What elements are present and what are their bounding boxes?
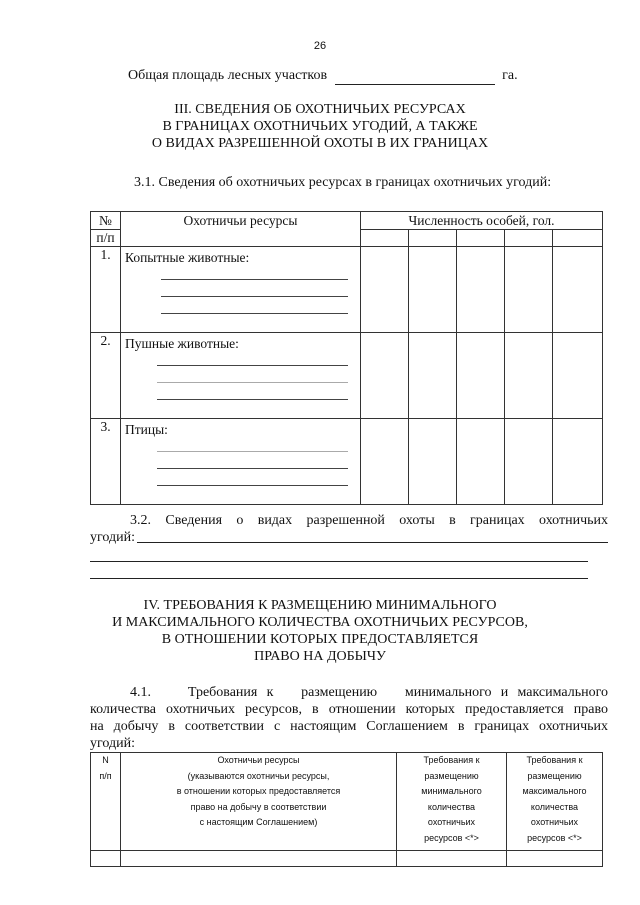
paragraph-4-1 [90,684,608,752]
hunting-types-blank[interactable] [137,541,608,543]
count-cell[interactable] [553,247,603,333]
count-cell[interactable] [457,419,505,505]
entry-line[interactable] [157,452,348,469]
col-number-label: N [102,755,109,765]
col-resources-header [121,753,397,851]
header-line: максимального [522,786,587,796]
count-cell[interactable] [457,247,505,333]
section3-title-line: В ГРАНИЦАХ ОХОТНИЧЬИХ УГОДИЙ, А ТАКЖЕ [162,119,478,134]
section4-title-line: И МАКСИМАЛЬНОГО КОЛИЧЕСТВА ОХОТНИЧЬИХ РЕСУРСОВ, [112,615,528,630]
table-row [91,851,603,867]
count-subheader-cell[interactable] [553,230,603,247]
count-subheader-cell[interactable] [505,230,553,247]
count-cell[interactable] [409,247,457,333]
header-line: количества [427,801,476,812]
forest-area-label: Общая площадь лесных участков [128,68,328,83]
hunting-types-blank[interactable] [90,560,588,562]
count-cell[interactable] [457,333,505,419]
entry-line[interactable] [157,438,348,452]
header-line: Требования к [526,755,583,765]
resource-cell [121,419,361,505]
empty-cell[interactable] [507,851,603,867]
paragraph-3-2: 3.2. Сведения о видах разрешенной охоты в границах охотничьих [130,513,608,528]
table-row [91,419,603,505]
entry-line[interactable] [157,383,348,400]
header-line: размещению [424,770,479,781]
entry-line[interactable] [157,366,348,383]
section3-title [0,101,640,152]
category-label: Птицы: [125,422,168,437]
col-number-header: № [91,212,121,230]
col-resources-header: Охотничьи ресурсы [121,212,361,247]
paragraph-4-1-line: на добычу в соответствии с настоящим Соглашением в границах охотничьих [90,719,608,734]
forest-area-blank[interactable] [335,68,495,85]
header-line: право на добычу в соответствии [190,801,327,812]
paragraph-4-1-line: угодий: [90,736,135,751]
header-line: минимального [421,786,482,796]
paragraph-4-1-line: количества охотничьих ресурсов, в отношении которых предоставляется право [90,702,608,717]
category-label: Пушные животные: [125,336,239,351]
count-subheader-cell[interactable] [409,230,457,247]
empty-cell[interactable] [121,851,397,867]
section4-title-line: В ОТНОШЕНИИ КОТОРЫХ ПРЕДОСТАВЛЯЕТСЯ [161,632,479,647]
row-number: 3. [91,419,121,505]
header-line: ресурсов <*> [527,832,582,843]
hunting-resources-table [90,211,603,505]
col-min-header [397,753,507,851]
count-cell[interactable] [361,333,409,419]
col-count-header: Численность особей, гол. [361,212,603,230]
count-cell[interactable] [409,419,457,505]
forest-area-line [128,68,518,85]
col-max-header [507,753,603,851]
header-line: Требования к [423,755,480,765]
count-cell[interactable] [361,419,409,505]
count-cell[interactable] [553,333,603,419]
section4-title-line: IV. ТРЕБОВАНИЯ К РАЗМЕЩЕНИЮ МИНИМАЛЬНОГО [143,598,497,613]
resource-cell [121,247,361,333]
empty-cell[interactable] [397,851,507,867]
header-line: в отношении которых предоставляется [176,786,341,796]
col-number-header [91,753,121,851]
forest-area-unit: га. [502,68,518,83]
header-line: охотничьих [530,817,579,827]
count-cell[interactable] [505,333,553,419]
header-line: с настоящим Соглашением) [199,817,318,827]
header-line: размещению [527,770,582,781]
section3-title-line: III. СВЕДЕНИЯ ОБ ОХОТНИЧЬИХ РЕСУРСАХ [174,102,466,117]
category-label: Копытные животные: [125,250,250,265]
header-line: ресурсов <*> [424,832,479,843]
count-cell[interactable] [361,247,409,333]
col-number-label-2: п/п [99,770,112,781]
resource-cell [121,333,361,419]
entry-line[interactable] [161,280,348,297]
section4-title [0,597,640,665]
paragraph-3-1: 3.1. Сведения об охотничьих ресурсах в границах охотничьих угодий: [134,175,552,190]
header-line: количества [530,801,579,812]
entry-line[interactable] [157,352,348,366]
section4-title-line: ПРАВО НА ДОБЫЧУ [254,649,386,664]
count-subheader-cell[interactable] [361,230,409,247]
entry-line[interactable] [161,297,348,314]
count-cell[interactable] [505,419,553,505]
header-line: Охотничьи ресурсы [217,755,300,765]
hunting-types-label: угодий: [90,530,135,545]
count-cell[interactable] [409,333,457,419]
entry-line[interactable] [161,266,348,280]
count-cell[interactable] [553,419,603,505]
hunting-types-line [90,529,608,546]
header-line: охотничьих [427,817,476,827]
header-line: (указываются охотничьи ресурсы, [187,770,330,781]
count-subheader-cell[interactable] [457,230,505,247]
hunting-types-blank[interactable] [90,577,588,579]
row-number: 1. [91,247,121,333]
section3-title-line: О ВИДАХ РАЗРЕШЕННОЙ ОХОТЫ В ИХ ГРАНИЦАХ [151,136,489,151]
placement-requirements-table [90,752,603,867]
entry-line[interactable] [157,469,348,486]
count-cell[interactable] [505,247,553,333]
empty-cell[interactable] [91,851,121,867]
table-row [91,333,603,419]
table-row [91,247,603,333]
col-number-header-2: п/п [91,230,121,247]
paragraph-4-1-line: 4.1. Требования к размещению минимального и максимального [130,685,608,700]
page-number: 26 [313,40,327,52]
row-number: 2. [91,333,121,419]
